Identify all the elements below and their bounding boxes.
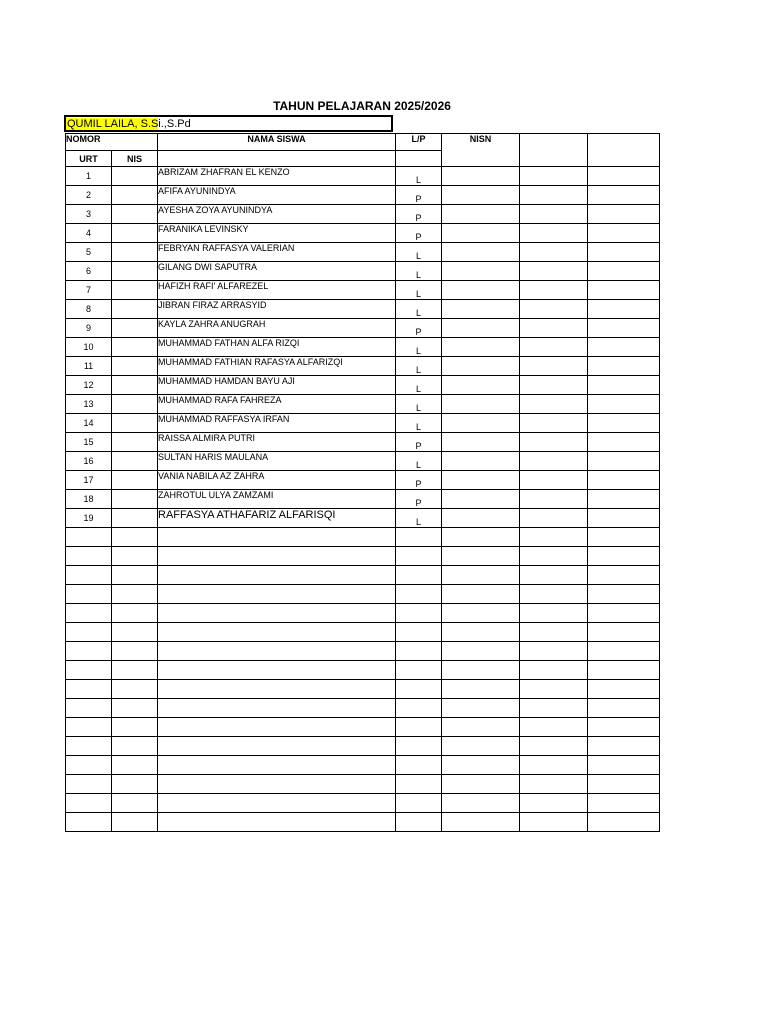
cell-extra-2[interactable] [588, 300, 660, 319]
cell-nis[interactable] [112, 471, 158, 490]
cell-nisn[interactable] [442, 186, 520, 205]
cell-extra-1[interactable] [520, 395, 588, 414]
table-row [66, 775, 660, 794]
cell-nis[interactable] [112, 737, 158, 756]
table-row [66, 642, 660, 661]
cell-urt[interactable]: 5 [66, 243, 112, 262]
cell-nis[interactable] [112, 224, 158, 243]
cell-urt[interactable]: 4 [66, 224, 112, 243]
cell-nis[interactable] [112, 528, 158, 547]
table-row [66, 205, 660, 224]
cell-nis[interactable] [112, 395, 158, 414]
cell-extra-2[interactable] [588, 357, 660, 376]
cell-extra-2[interactable] [588, 433, 660, 452]
header-blank-1 [520, 134, 588, 167]
cell-nis[interactable] [112, 167, 158, 186]
cell-nis[interactable] [112, 813, 158, 832]
cell-lp[interactable]: P [396, 205, 442, 224]
cell-extra-2[interactable] [588, 167, 660, 186]
cell-nis[interactable] [112, 262, 158, 281]
table-row [66, 262, 660, 281]
header-nis: NIS [112, 151, 158, 167]
table-row [66, 661, 660, 680]
cell-extra-1[interactable] [520, 718, 588, 737]
cell-nis[interactable] [112, 490, 158, 509]
cell-lp[interactable] [396, 642, 442, 661]
header-blank-2 [588, 134, 660, 167]
cell-extra-2[interactable] [588, 281, 660, 300]
cell-urt[interactable]: 15 [66, 433, 112, 452]
table-row [66, 718, 660, 737]
cell-nisn[interactable] [442, 167, 520, 186]
cell-nisn[interactable] [442, 357, 520, 376]
cell-student-name[interactable]: MUHAMMAD FATHIAN RAFASYA ALFARIZQI [158, 357, 396, 376]
cell-lp[interactable]: L [396, 300, 442, 319]
cell-extra-2[interactable] [588, 756, 660, 775]
cell-student-name[interactable] [158, 699, 396, 718]
cell-nis[interactable] [112, 452, 158, 471]
cell-extra-2[interactable] [588, 205, 660, 224]
cell-urt[interactable]: 14 [66, 414, 112, 433]
cell-extra-1[interactable] [520, 224, 588, 243]
cell-extra-1[interactable] [520, 452, 588, 471]
cell-extra-2[interactable] [588, 680, 660, 699]
cell-nis[interactable] [112, 566, 158, 585]
cell-nis[interactable] [112, 186, 158, 205]
cell-nisn[interactable] [442, 794, 520, 813]
cell-nisn[interactable] [442, 699, 520, 718]
table-row [66, 186, 660, 205]
cell-extra-1[interactable] [520, 262, 588, 281]
page-title: TAHUN PELAJARAN 2025/2026 [273, 99, 451, 113]
cell-extra-2[interactable] [588, 642, 660, 661]
cell-extra-1[interactable] [520, 604, 588, 623]
cell-nisn[interactable] [442, 718, 520, 737]
cell-extra-1[interactable] [520, 414, 588, 433]
cell-lp[interactable]: L [396, 395, 442, 414]
cell-urt[interactable]: 12 [66, 376, 112, 395]
cell-lp[interactable] [396, 604, 442, 623]
cell-extra-1[interactable] [520, 528, 588, 547]
table-row [66, 224, 660, 243]
cell-lp[interactable] [396, 737, 442, 756]
cell-student-name[interactable] [158, 604, 396, 623]
cell-extra-2[interactable] [588, 547, 660, 566]
cell-lp[interactable] [396, 699, 442, 718]
cell-extra-1[interactable] [520, 794, 588, 813]
cell-extra-1[interactable] [520, 509, 588, 528]
cell-nisn[interactable] [442, 775, 520, 794]
cell-extra-1[interactable] [520, 737, 588, 756]
cell-nis[interactable] [112, 623, 158, 642]
cell-extra-1[interactable] [520, 319, 588, 338]
cell-student-name[interactable] [158, 813, 396, 832]
cell-lp[interactable]: L [396, 509, 442, 528]
table-row [66, 623, 660, 642]
cell-urt[interactable]: 7 [66, 281, 112, 300]
cell-student-name[interactable]: KAYLA ZAHRA ANUGRAH [158, 319, 396, 338]
cell-urt[interactable] [66, 604, 112, 623]
cell-lp[interactable]: L [396, 167, 442, 186]
cell-extra-1[interactable] [520, 357, 588, 376]
cell-nis[interactable] [112, 338, 158, 357]
cell-student-name[interactable]: FEBRYAN RAFFASYA VALERIAN [158, 243, 396, 262]
cell-student-name[interactable] [158, 528, 396, 547]
cell-nis[interactable] [112, 300, 158, 319]
table-row [66, 699, 660, 718]
cell-nisn[interactable] [442, 338, 520, 357]
cell-student-name[interactable]: MUHAMMAD RAFA FAHREZA [158, 395, 396, 414]
cell-nisn[interactable] [442, 452, 520, 471]
cell-nis[interactable] [112, 205, 158, 224]
cell-nis[interactable] [112, 509, 158, 528]
cell-student-name[interactable]: RAISSA ALMIRA PUTRI [158, 433, 396, 452]
cell-student-name[interactable]: HAFIZH RAFI' ALFAREZEL [158, 281, 396, 300]
cell-extra-2[interactable] [588, 585, 660, 604]
cell-extra-1[interactable] [520, 699, 588, 718]
cell-extra-2[interactable] [588, 737, 660, 756]
cell-nis[interactable] [112, 243, 158, 262]
cell-nisn[interactable] [442, 395, 520, 414]
cell-nisn[interactable] [442, 224, 520, 243]
cell-urt[interactable] [66, 680, 112, 699]
cell-extra-2[interactable] [588, 395, 660, 414]
cell-urt[interactable]: 6 [66, 262, 112, 281]
header-blank-lp [396, 151, 442, 167]
table-row [66, 813, 660, 832]
table-row [66, 737, 660, 756]
cell-nisn[interactable] [442, 376, 520, 395]
table-row [66, 680, 660, 699]
cell-nis[interactable] [112, 547, 158, 566]
table-row [66, 528, 660, 547]
cell-student-name[interactable] [158, 680, 396, 699]
cell-nisn[interactable] [442, 680, 520, 699]
cell-urt[interactable]: 13 [66, 395, 112, 414]
table-row [66, 547, 660, 566]
header-urt: URT [66, 151, 112, 167]
cell-extra-1[interactable] [520, 775, 588, 794]
cell-nis[interactable] [112, 433, 158, 452]
cell-nisn[interactable] [442, 490, 520, 509]
header-nisn: NISN [442, 134, 520, 167]
cell-urt[interactable]: 3 [66, 205, 112, 224]
table-row [66, 281, 660, 300]
cell-urt[interactable] [66, 813, 112, 832]
cell-extra-2[interactable] [588, 376, 660, 395]
cell-nisn[interactable] [442, 205, 520, 224]
cell-lp[interactable] [396, 775, 442, 794]
cell-extra-2[interactable] [588, 699, 660, 718]
cell-urt[interactable]: 17 [66, 471, 112, 490]
cell-extra-2[interactable] [588, 566, 660, 585]
table-row [66, 300, 660, 319]
cell-extra-1[interactable] [520, 338, 588, 357]
cell-urt[interactable] [66, 547, 112, 566]
cell-extra-1[interactable] [520, 547, 588, 566]
cell-extra-1[interactable] [520, 433, 588, 452]
cell-urt[interactable]: 1 [66, 167, 112, 186]
table-row [66, 357, 660, 376]
cell-student-name[interactable]: VANIA NABILA AZ ZAHRA [158, 471, 396, 490]
cell-extra-1[interactable] [520, 167, 588, 186]
cell-extra-2[interactable] [588, 604, 660, 623]
cell-extra-2[interactable] [588, 794, 660, 813]
cell-lp[interactable]: P [396, 490, 442, 509]
cell-lp[interactable] [396, 623, 442, 642]
cell-extra-1[interactable] [520, 243, 588, 262]
cell-nis[interactable] [112, 756, 158, 775]
table-row [66, 471, 660, 490]
cell-nisn[interactable] [442, 642, 520, 661]
cell-lp[interactable]: P [396, 471, 442, 490]
cell-extra-2[interactable] [588, 661, 660, 680]
cell-nisn[interactable] [442, 585, 520, 604]
cell-lp[interactable]: L [396, 281, 442, 300]
cell-extra-2[interactable] [588, 414, 660, 433]
cell-lp[interactable] [396, 680, 442, 699]
cell-extra-1[interactable] [520, 680, 588, 699]
cell-lp[interactable] [396, 718, 442, 737]
cell-extra-2[interactable] [588, 623, 660, 642]
cell-student-name[interactable] [158, 585, 396, 604]
cell-nisn[interactable] [442, 604, 520, 623]
student-table [65, 133, 660, 832]
table-row [66, 338, 660, 357]
cell-extra-2[interactable] [588, 509, 660, 528]
cell-nisn[interactable] [442, 243, 520, 262]
cell-urt[interactable] [66, 699, 112, 718]
table-row [66, 452, 660, 471]
table-row [66, 433, 660, 452]
cell-nisn[interactable] [442, 414, 520, 433]
cell-extra-1[interactable] [520, 300, 588, 319]
cell-student-name[interactable]: RAFFASYA ATHAFARIZ ALFARISQI [158, 509, 396, 528]
teacher-name-cell[interactable] [64, 115, 393, 132]
cell-student-name[interactable]: MUHAMMAD HAMDAN BAYU AJI [158, 376, 396, 395]
cell-extra-1[interactable] [520, 756, 588, 775]
cell-nisn[interactable] [442, 623, 520, 642]
cell-extra-2[interactable] [588, 718, 660, 737]
cell-urt[interactable]: 11 [66, 357, 112, 376]
cell-nisn[interactable] [442, 661, 520, 680]
cell-extra-2[interactable] [588, 813, 660, 832]
cell-lp[interactable]: L [396, 376, 442, 395]
cell-nis[interactable] [112, 794, 158, 813]
cell-student-name[interactable] [158, 661, 396, 680]
cell-urt[interactable] [66, 756, 112, 775]
header-row [66, 134, 660, 151]
cell-urt[interactable] [66, 585, 112, 604]
cell-student-name[interactable]: MUHAMMAD RAFFASYA IRFAN [158, 414, 396, 433]
cell-lp[interactable] [396, 528, 442, 547]
cell-nisn[interactable] [442, 433, 520, 452]
cell-lp[interactable]: P [396, 224, 442, 243]
cell-student-name[interactable] [158, 737, 396, 756]
table-row [66, 319, 660, 338]
cell-lp[interactable] [396, 566, 442, 585]
cell-student-name[interactable] [158, 547, 396, 566]
cell-urt[interactable]: 8 [66, 300, 112, 319]
cell-extra-1[interactable] [520, 490, 588, 509]
cell-lp[interactable] [396, 794, 442, 813]
cell-lp[interactable]: P [396, 319, 442, 338]
cell-lp[interactable]: L [396, 243, 442, 262]
cell-nisn[interactable] [442, 813, 520, 832]
cell-urt[interactable] [66, 623, 112, 642]
cell-extra-1[interactable] [520, 585, 588, 604]
header-nomor: NOMOR [66, 134, 158, 151]
cell-student-name[interactable]: JIBRAN FIRAZ ARRASYID [158, 300, 396, 319]
cell-lp[interactable]: L [396, 262, 442, 281]
cell-extra-1[interactable] [520, 186, 588, 205]
table-row [66, 167, 660, 186]
cell-nisn[interactable] [442, 262, 520, 281]
cell-lp[interactable]: L [396, 414, 442, 433]
cell-student-name[interactable] [158, 623, 396, 642]
cell-urt[interactable] [66, 566, 112, 585]
cell-student-name[interactable] [158, 718, 396, 737]
cell-extra-1[interactable] [520, 813, 588, 832]
cell-urt[interactable]: 18 [66, 490, 112, 509]
cell-extra-2[interactable] [588, 262, 660, 281]
cell-urt[interactable] [66, 794, 112, 813]
cell-lp[interactable]: L [396, 452, 442, 471]
cell-student-name[interactable]: ABRIZAM ZHAFRAN EL KENZO [158, 167, 396, 186]
cell-extra-2[interactable] [588, 528, 660, 547]
cell-urt[interactable] [66, 737, 112, 756]
cell-student-name[interactable]: ZAHROTUL ULYA ZAMZAMI [158, 490, 396, 509]
cell-extra-2[interactable] [588, 319, 660, 338]
cell-urt[interactable] [66, 661, 112, 680]
cell-student-name[interactable] [158, 775, 396, 794]
cell-nisn[interactable] [442, 300, 520, 319]
cell-extra-2[interactable] [588, 490, 660, 509]
cell-lp[interactable] [396, 547, 442, 566]
table-row [66, 395, 660, 414]
cell-urt[interactable] [66, 642, 112, 661]
cell-urt[interactable]: 2 [66, 186, 112, 205]
cell-extra-1[interactable] [520, 471, 588, 490]
cell-extra-2[interactable] [588, 452, 660, 471]
cell-lp[interactable] [396, 756, 442, 775]
table-row [66, 604, 660, 623]
cell-extra-1[interactable] [520, 376, 588, 395]
cell-extra-1[interactable] [520, 281, 588, 300]
table-row [66, 414, 660, 433]
cell-nis[interactable] [112, 414, 158, 433]
cell-nis[interactable] [112, 699, 158, 718]
cell-lp[interactable]: P [396, 433, 442, 452]
cell-nisn[interactable] [442, 528, 520, 547]
cell-nisn[interactable] [442, 547, 520, 566]
cell-student-name[interactable]: AYESHA ZOYA AYUNINDYA [158, 205, 396, 224]
cell-nisn[interactable] [442, 737, 520, 756]
cell-nisn[interactable] [442, 319, 520, 338]
header-lp: L/P [396, 134, 442, 151]
cell-extra-2[interactable] [588, 224, 660, 243]
cell-urt[interactable] [66, 775, 112, 794]
cell-student-name[interactable]: GILANG DWI SAPUTRA [158, 262, 396, 281]
cell-student-name[interactable]: SULTAN HARIS MAULANA [158, 452, 396, 471]
cell-extra-2[interactable] [588, 471, 660, 490]
cell-student-name[interactable] [158, 794, 396, 813]
cell-extra-1[interactable] [520, 566, 588, 585]
cell-student-name[interactable] [158, 756, 396, 775]
cell-nisn[interactable] [442, 471, 520, 490]
cell-urt[interactable]: 16 [66, 452, 112, 471]
header-blank-name [158, 151, 396, 167]
cell-extra-2[interactable] [588, 186, 660, 205]
cell-urt[interactable] [66, 718, 112, 737]
teacher-name-suffix: i.,S.Pd [158, 118, 191, 130]
cell-urt[interactable] [66, 528, 112, 547]
cell-lp[interactable]: L [396, 338, 442, 357]
cell-student-name[interactable] [158, 642, 396, 661]
cell-lp[interactable] [396, 813, 442, 832]
cell-nis[interactable] [112, 319, 158, 338]
cell-nis[interactable] [112, 376, 158, 395]
cell-nisn[interactable] [442, 281, 520, 300]
cell-extra-2[interactable] [588, 243, 660, 262]
cell-nis[interactable] [112, 281, 158, 300]
cell-extra-2[interactable] [588, 338, 660, 357]
table-row [66, 509, 660, 528]
cell-nis[interactable] [112, 585, 158, 604]
cell-student-name[interactable]: MUHAMMAD FATHAN ALFA RIZQI [158, 338, 396, 357]
cell-extra-1[interactable] [520, 661, 588, 680]
cell-lp[interactable]: L [396, 357, 442, 376]
cell-nis[interactable] [112, 357, 158, 376]
cell-student-name[interactable]: FARANIKA LEVINSKY [158, 224, 396, 243]
table-row [66, 376, 660, 395]
cell-lp[interactable]: P [396, 186, 442, 205]
cell-student-name[interactable] [158, 566, 396, 585]
table-row [66, 585, 660, 604]
cell-nisn[interactable] [442, 566, 520, 585]
cell-nis[interactable] [112, 718, 158, 737]
cell-nis[interactable] [112, 775, 158, 794]
table-row [66, 756, 660, 775]
teacher-name-highlight: QUMIL LAILA, S.S [67, 118, 159, 130]
cell-extra-1[interactable] [520, 623, 588, 642]
cell-extra-1[interactable] [520, 205, 588, 224]
cell-lp[interactable] [396, 661, 442, 680]
table-row [66, 490, 660, 509]
cell-urt[interactable]: 19 [66, 509, 112, 528]
cell-nisn[interactable] [442, 756, 520, 775]
cell-lp[interactable] [396, 585, 442, 604]
cell-nisn[interactable] [442, 509, 520, 528]
cell-student-name[interactable]: AFIFA AYUNINDYA [158, 186, 396, 205]
header-nama-siswa: NAMA SISWA [158, 134, 396, 151]
cell-extra-1[interactable] [520, 642, 588, 661]
cell-nis[interactable] [112, 604, 158, 623]
table-row [66, 243, 660, 262]
cell-extra-2[interactable] [588, 775, 660, 794]
table-row [66, 794, 660, 813]
cell-urt[interactable]: 10 [66, 338, 112, 357]
cell-nis[interactable] [112, 642, 158, 661]
cell-nis[interactable] [112, 680, 158, 699]
table-row [66, 566, 660, 585]
cell-urt[interactable]: 9 [66, 319, 112, 338]
cell-nis[interactable] [112, 661, 158, 680]
